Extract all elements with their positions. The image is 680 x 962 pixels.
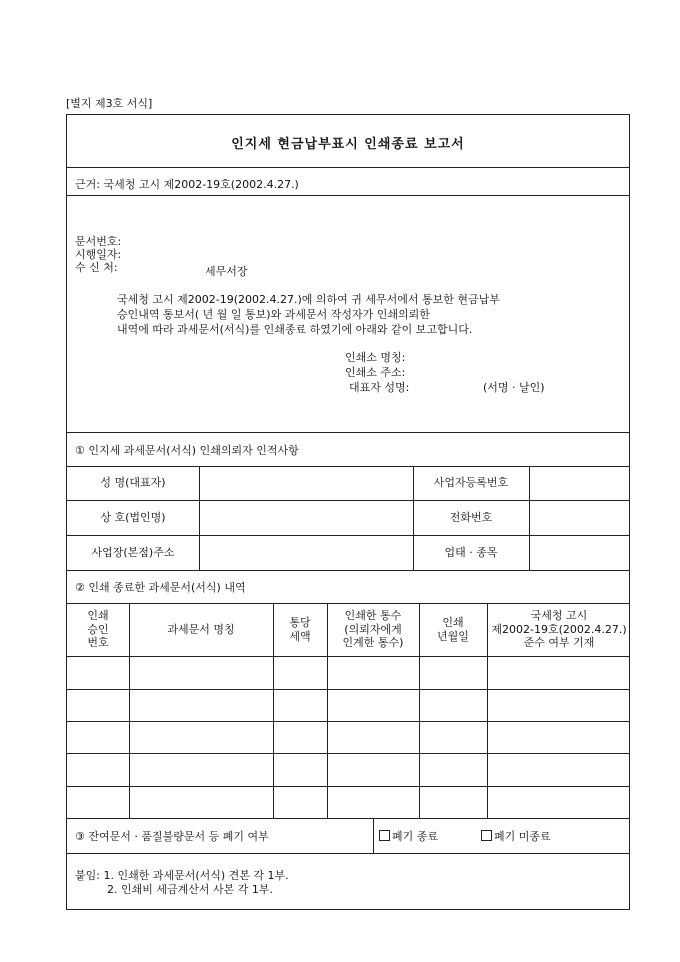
divider: [199, 466, 200, 570]
divider: [67, 195, 629, 196]
divider: [373, 818, 374, 853]
representative-label: 대표자 성명:: [349, 381, 410, 394]
col-header: 인쇄한 통수 (의뢰자에게 인계한 통수): [342, 608, 404, 650]
body-line: 승인내역 통보서( 년 월 일 통보)와 과세문서 작성자가 인쇄의뢰한: [117, 308, 430, 321]
checkbox[interactable]: [379, 830, 390, 841]
divider: [67, 786, 629, 787]
printer-address-label: 인쇄소 주소:: [345, 366, 406, 379]
section-title: ② 인쇄 종료한 과세문서(서식) 내역: [75, 581, 246, 594]
divider: [67, 689, 629, 690]
col-header: 과세문서 명칭: [167, 622, 235, 636]
biz-reg-label: 사업자등록번호: [433, 476, 509, 490]
printer-name-label: 인쇄소 명칭:: [345, 351, 406, 364]
doc-number-label: 문서번호:: [75, 235, 122, 248]
checkbox[interactable]: [481, 830, 492, 841]
col-header: 국세청 고시 제2002-19호(2002.4.27.) 준수 여부 기재: [491, 608, 627, 650]
divider: [67, 656, 629, 657]
col-header: 인쇄 승인 번호: [87, 608, 109, 650]
section-title: ① 인지세 과세문서(서식) 인쇄의뢰자 인적사항: [75, 444, 299, 457]
col-header: 통당 세액: [289, 615, 311, 643]
divider: [67, 167, 629, 168]
attachment-line: 붙임: 1. 인쇄한 과세문서(서식) 견본 각 1부.: [75, 869, 289, 882]
form-number-label: [별지 제3호 서식]: [66, 97, 153, 110]
divider: [67, 432, 629, 433]
disposal-not-done-option[interactable]: [481, 828, 551, 844]
recipient-label: 수 신 처:: [75, 261, 118, 274]
address-label: 사업장(본점)주소: [91, 545, 175, 559]
divider: [67, 570, 629, 571]
disposal-done-option[interactable]: [379, 828, 438, 844]
option-label: 폐기 종료: [392, 830, 439, 843]
name-label: 성 명(대표자): [100, 476, 166, 490]
col-header: 인쇄 년월일: [437, 615, 469, 643]
date-label: 시행일자:: [75, 248, 122, 261]
section-title: ③ 잔여문서 · 품질불량문서 등 폐기 여부: [75, 830, 269, 843]
body-line: 국세청 고시 제2002-19(2002.4.27.)에 의하여 귀 세무서에서 통보한 현금납부: [117, 293, 500, 306]
basis-text: 근거: 국세청 고시 제2002-19호(2002.4.27.): [75, 178, 299, 191]
page-title: 인지세 현금납부표시 인쇄종료 보고서: [231, 137, 465, 152]
phone-label: 전화번호: [449, 510, 493, 524]
report-form: [66, 114, 630, 910]
recipient-value: 세무서장: [205, 265, 248, 278]
divider: [67, 818, 629, 819]
divider: [529, 466, 530, 570]
business-type-label: 업태 · 종목: [444, 545, 498, 559]
body-line: 내역에 따라 과세문서(서식)를 인쇄종료 하였기에 아래와 같이 보고합니다.: [117, 323, 473, 336]
option-label: 폐기 미종료: [494, 830, 551, 843]
signature-note: (서명 · 날인): [483, 381, 545, 394]
attachment-line: 2. 인쇄비 세금계산서 사본 각 1부.: [107, 883, 273, 896]
divider: [67, 853, 629, 854]
divider: [67, 721, 629, 722]
trade-name-label: 상 호(법인명): [100, 510, 166, 524]
divider: [67, 753, 629, 754]
